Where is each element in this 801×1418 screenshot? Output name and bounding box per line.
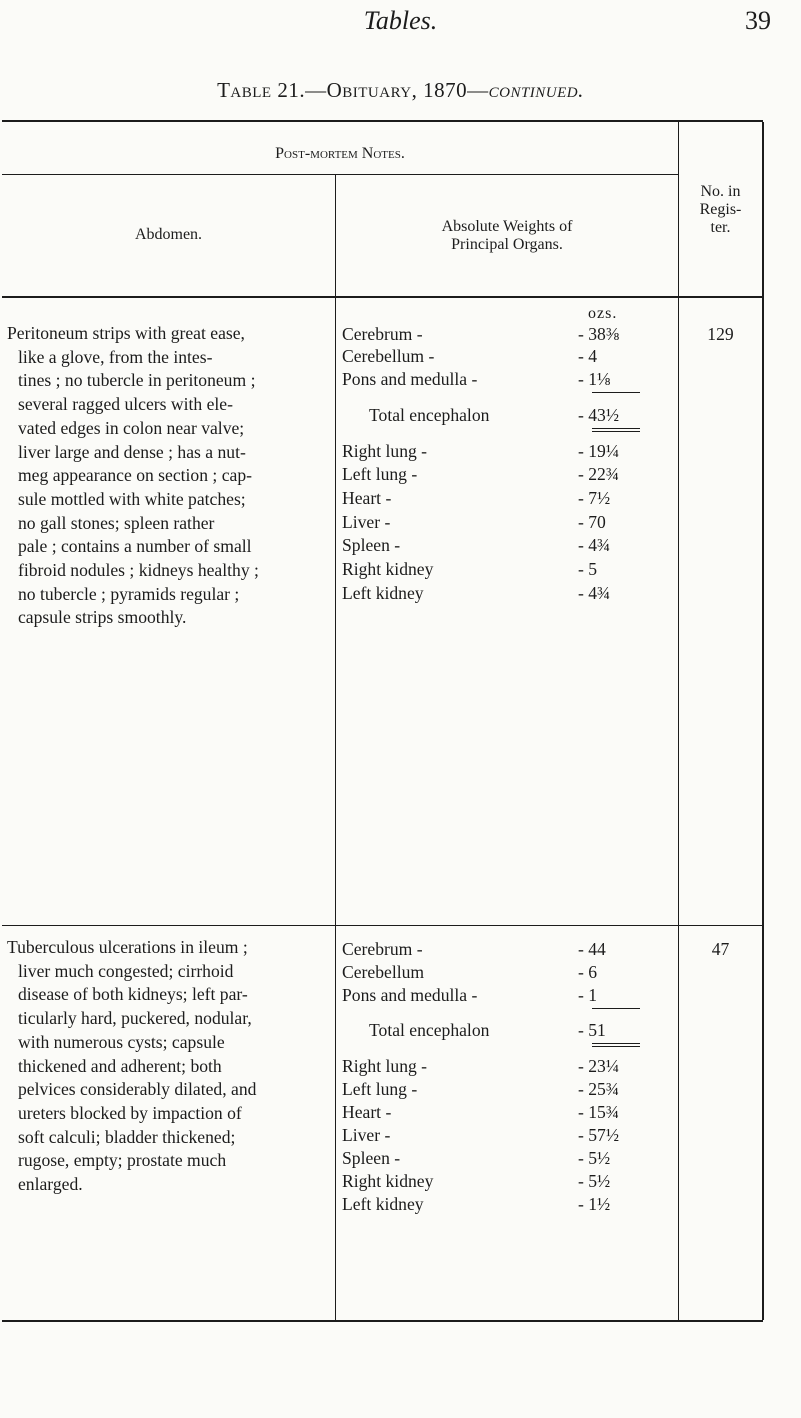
- note-line: meg appearance on section ; cap-: [18, 465, 252, 486]
- total-label: Total encephalon: [369, 405, 490, 425]
- note-line: liver much congested; cirrhoid: [18, 960, 234, 981]
- register-number: 47: [711, 939, 730, 959]
- column-rule-left: [335, 174, 336, 1320]
- note-line: vated edges in colon near valve;: [18, 417, 245, 438]
- organ-weight: - 4: [578, 346, 598, 366]
- total-double-rule: [592, 1043, 640, 1044]
- organ-weight: - 57½: [578, 1125, 620, 1145]
- register-header-line1: No. in: [700, 183, 741, 200]
- total-weight: - 43½: [578, 405, 620, 425]
- entry-1-abdomen-notes: [7, 322, 332, 630]
- organ-label: Heart -: [342, 1102, 392, 1122]
- organ-label: Liver -: [342, 1125, 391, 1145]
- organ-weight: - 19¼: [578, 441, 620, 461]
- organ-label: Spleen -: [342, 535, 401, 555]
- note-line: like a glove, from the intes-: [18, 346, 213, 367]
- total-double-rule: [592, 428, 640, 429]
- organ-label: Spleen -: [342, 1148, 401, 1168]
- header-bottom-rule: [2, 296, 763, 298]
- note-line: ticularly hard, puckered, nodular,: [18, 1008, 252, 1029]
- organ-label: Right lung -: [342, 1056, 428, 1076]
- organ-weight: - 1⅛: [578, 369, 611, 389]
- note-line: thickened and adherent; both: [18, 1055, 222, 1076]
- organ-weight: - 15¾: [578, 1102, 620, 1122]
- organ-label: Right kidney: [342, 559, 434, 579]
- organ-label: Cerebrum -: [342, 939, 423, 959]
- organ-label: Left lung -: [342, 464, 418, 484]
- abdomen-header: Abdomen.: [134, 226, 203, 243]
- organ-label: Heart -: [342, 488, 392, 508]
- note-line: soft calculi; bladder thickened;: [18, 1126, 236, 1147]
- post-mortem-notes-header: Post-mortem Notes.: [275, 145, 405, 162]
- total-double-rule: [592, 431, 640, 432]
- table-top-rule: [2, 120, 763, 122]
- note-line: rugose, empty; prostate much: [18, 1150, 227, 1171]
- note-line: Tuberculous ulcerations in ileum ;: [7, 937, 248, 957]
- organ-weight: - 1½: [578, 1194, 611, 1214]
- organ-weight: - 4¾: [578, 535, 611, 555]
- total-weight: - 51: [578, 1020, 606, 1040]
- running-title: Tables.: [363, 6, 438, 35]
- note-line: enlarged.: [18, 1174, 83, 1195]
- table-title-text: Table 21.—Obituary, 1870—: [217, 78, 489, 102]
- table-bottom-rule: [2, 1320, 763, 1322]
- table-title-continued: continued.: [488, 78, 584, 102]
- note-line: fibroid nodules ; kidneys healthy ;: [18, 560, 259, 581]
- note-line: no gall stones; spleen rather: [18, 512, 215, 533]
- total-double-rule: [592, 1046, 640, 1047]
- organ-label: Left lung -: [342, 1079, 418, 1099]
- note-line: with numerous cysts; capsule: [18, 1031, 225, 1052]
- sum-rule: [592, 392, 640, 393]
- organ-weight: - 22¾: [578, 464, 620, 484]
- note-line: Peritoneum strips with great ease,: [7, 323, 245, 343]
- total-label: Total encephalon: [369, 1020, 490, 1040]
- organ-weight: - 44: [578, 939, 606, 959]
- column-rule-right: [678, 122, 679, 1320]
- note-line: pale ; contains a number of small: [18, 536, 252, 557]
- note-line: several ragged ulcers with ele-: [18, 394, 233, 415]
- weights-header-line1: Absolute Weights of: [441, 218, 573, 235]
- organ-weight: - 5½: [578, 1148, 611, 1168]
- organ-label: Left kidney: [342, 583, 424, 603]
- organ-weight: - 5½: [578, 1171, 611, 1191]
- organ-label: Right kidney: [342, 1171, 434, 1191]
- note-line: pelvices considerably dilated, and: [18, 1079, 257, 1100]
- weights-header-line2: Principal Organs.: [451, 236, 563, 253]
- note-line: disease of both kidneys; left par-: [18, 984, 248, 1005]
- page-number: 39: [745, 6, 771, 35]
- organ-label: Pons and medulla -: [342, 985, 478, 1005]
- unit-label: ozs.: [588, 305, 618, 322]
- organ-label: Left kidney: [342, 1194, 424, 1214]
- organ-weight: - 7½: [578, 488, 611, 508]
- post-mortem-header-rule: [2, 174, 678, 175]
- register-number: 129: [707, 324, 734, 344]
- organ-weight: - 4¾: [578, 583, 611, 603]
- organ-weight: - 23¼: [578, 1056, 620, 1076]
- organ-weight: - 5: [578, 559, 598, 579]
- organ-label: Cerebellum: [342, 962, 425, 982]
- organ-weight: - 25¾: [578, 1079, 620, 1099]
- note-line: sule mottled with white patches;: [18, 488, 246, 509]
- register-header-line3: ter.: [710, 219, 731, 236]
- organ-weight: - 70: [578, 512, 606, 532]
- organ-label: Right lung -: [342, 441, 428, 461]
- organ-label: Liver -: [342, 512, 391, 532]
- entry-divider-rule: [2, 925, 763, 926]
- register-header-line2: Regis-: [699, 201, 742, 218]
- note-line: ureters blocked by impaction of: [18, 1102, 242, 1123]
- sum-rule: [592, 1008, 640, 1009]
- note-line: tines ; no tubercle in peritoneum ;: [18, 370, 256, 391]
- note-line: no tubercle ; pyramids regular ;: [18, 583, 240, 604]
- note-line: capsule strips smoothly.: [18, 607, 187, 628]
- organ-weight: - 38⅜: [578, 324, 620, 344]
- organ-label: Cerebrum -: [342, 324, 423, 344]
- organ-weight: - 1: [578, 985, 598, 1005]
- organ-label: Cerebellum -: [342, 346, 435, 366]
- note-line: liver large and dense ; has a nut-: [18, 441, 246, 462]
- table-title: [0, 78, 801, 103]
- organ-label: Pons and medulla -: [342, 369, 478, 389]
- table-right-rule: [762, 122, 764, 1320]
- entry-2-abdomen-notes: [7, 936, 332, 1197]
- organ-weight: - 6: [578, 962, 598, 982]
